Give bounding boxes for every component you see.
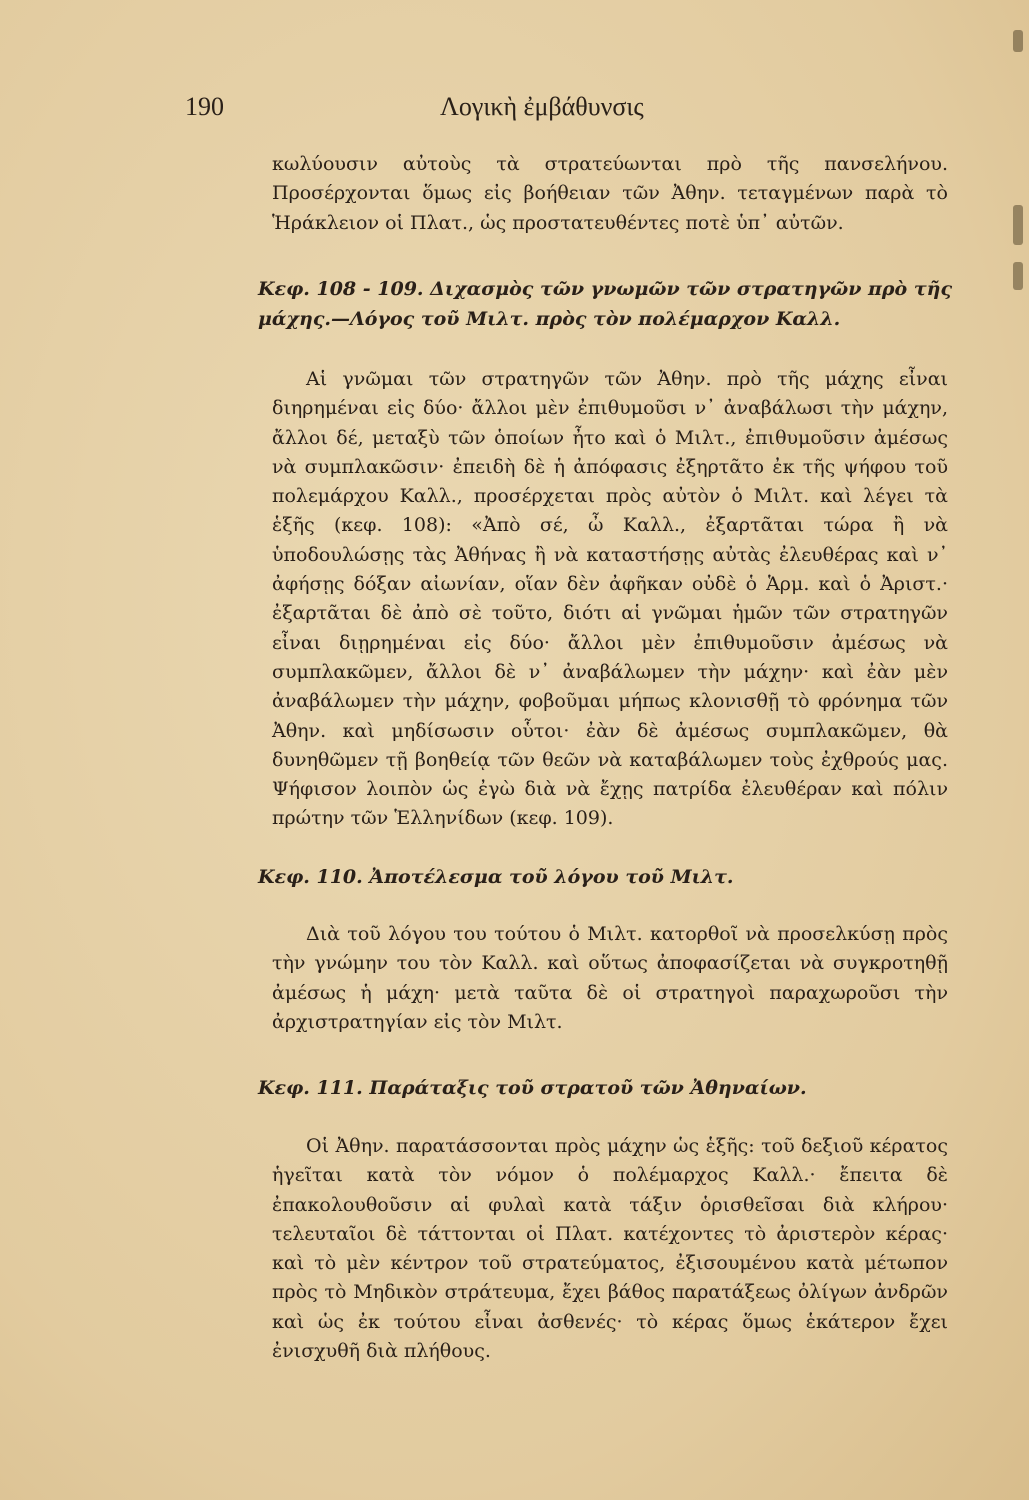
page-edge-mark xyxy=(1013,30,1023,52)
chapter-heading-110: Κεφ. 110. Ἀποτέλεσμα τοῦ λόγου τοῦ Μιλτ. xyxy=(258,866,734,888)
intro-paragraph: κωλύουσιν αὐτοὺς τὰ στρατεύωνται πρὸ τῆς πανσελήνου. Προσέρχονται ὅμως εἰς βοήθειαν τῶν Ἀθην. τεταγμένων παρὰ τὸ Ἡράκλειον οἱ Πλατ., ὡς προστατευθέντες ποτὲ ὑπ᾽ αὐτῶν. xyxy=(272,153,948,234)
paragraph-111: Οἱ Ἀθην. παρατάσσονται πρὸς μάχην ὡς ἑξῆς: τοῦ δεξιοῦ κέρατος ἡγεῖται κατὰ τὸν νόμον ὁ πολέμαρχος Καλλ.· ἔπειτα δὲ ἐπακολουθοῦσιν αἱ φυλαὶ κατὰ τάξιν ὁρισθεῖσαι διὰ κλήρου· τελευταῖοι δὲ τάττονται οἱ Πλατ. κατέχοντες τὸ ἀριστερὸν κέρας· καὶ τὸ μὲν κέντρον τοῦ στρατεύματος, ἐξισουμένου κατὰ μέτωπον πρὸς τὸ Μηδικὸν στράτευμα, ἔχει βάθος παρατάξεως ὀλίγων ἀνδρῶν καὶ ὡς ἐκ τούτου εἶναι ἀσθενές· τὸ κέρας ὅμως ἑκάτερον ἔχει ἐνισχυθῆ διὰ πλήθους. xyxy=(272,1135,948,1363)
running-title: Λογικὴ ἐμβάθυνσις xyxy=(440,92,644,121)
page-number: 190 xyxy=(185,92,224,121)
chapter-heading-111: Κεφ. 111. Παράταξις τοῦ στρατοῦ τῶν Ἀθηναίων. xyxy=(258,1077,807,1099)
page-edge-mark xyxy=(1013,205,1023,245)
paragraph-108-109: Αἱ γνῶμαι τῶν στρατηγῶν τῶν Ἀθην. πρὸ τῆς μάχης εἶναι διηρημέναι εἰς δύο· ἄλλοι μὲν ἐπιθυμοῦσι ν᾽ ἀναβάλωσι τὴν μάχην, ἄλλοι δέ, μεταξὺ τῶν ὁποίων ἦτο καὶ ὁ Μιλτ., ἐπιθυμοῦσιν ἀμέσως νὰ συμπλακῶσιν· ἐπειδὴ δὲ ἡ ἀπόφασις ἐξηρτᾶτο ἐκ τῆς ψήφου τοῦ πολεμάρχου Καλλ., προσέρχεται πρὸς αὐτὸν ὁ Μιλτ. καὶ λέγει τὰ ἑξῆς (κεφ. 108): «Ἀπὸ σέ, ὦ Καλλ., ἐξαρτᾶται τώρα ἢ νὰ ὑποδουλώσῃς τὰς Ἀθήνας ἢ νὰ καταστήσῃς αὐτὰς ἐλευθέρας καὶ ν᾽ ἀφήσῃς δόξαν αἰωνίαν, οἵαν δὲν ἀφῆκαν οὐδὲ ὁ Ἁρμ. καὶ ὁ Ἀριστ.· ἐξαρτᾶται δὲ ἀπὸ σὲ τοῦτο, διότι αἱ γνῶμαι ἡμῶν τῶν στρατηγῶν εἶναι διῃρημέναι εἰς δύο· ἄλλοι μὲν ἐπιθυμοῦσιν ἀμέσως νὰ συμπλακῶμεν, ἄλλοι δὲ ν᾽ ἀναβάλωμεν τὴν μάχην· καὶ ἐὰν μὲν ἀναβάλωμεν τὴν μάχην, φοβοῦμαι μήπως κλονισθῇ τὸ φρόνημα τῶν Ἀθην. καὶ μηδίσωσιν οὗτοι· ἐὰν δὲ ἀμέσως συμπλακῶμεν, θὰ δυνηθῶμεν τῇ βοηθείᾳ τῶν θεῶν νὰ καταβάλωμεν τοὺς ἐχθρούς μας. Ψήφισον λοιπὸν ὡς ἐγὼ διὰ νὰ ἔχῃς πατρίδα ἐλευθέραν καὶ πόλιν πρώτην τῶν Ἑλληνίδων (κεφ. 109). xyxy=(272,368,948,830)
paragraph-110: Διὰ τοῦ λόγου του τούτου ὁ Μιλτ. κατορθοῖ νὰ προσελκύσῃ πρὸς τὴν γνώμην του τὸν Καλλ. καὶ οὕτως ἀποφασίζεται νὰ συγκροτηθῇ ἀμέσως ἡ μάχη· μετὰ ταῦτα δὲ οἱ στρατηγοὶ παραχωροῦσι τὴν ἀρχιστρατηγίαν εἰς τὸν Μιλτ. xyxy=(272,923,948,1033)
page-edge-mark xyxy=(1013,262,1023,290)
chapter-heading-108-109: Κεφ. 108 - 109. Διχασμὸς τῶν γνωμῶν τῶν στρατηγῶν πρὸ τῆς μάχης.—Λόγος τοῦ Μιλτ. πρὸς τὸν πολέμαρχον Καλλ. xyxy=(258,278,953,330)
